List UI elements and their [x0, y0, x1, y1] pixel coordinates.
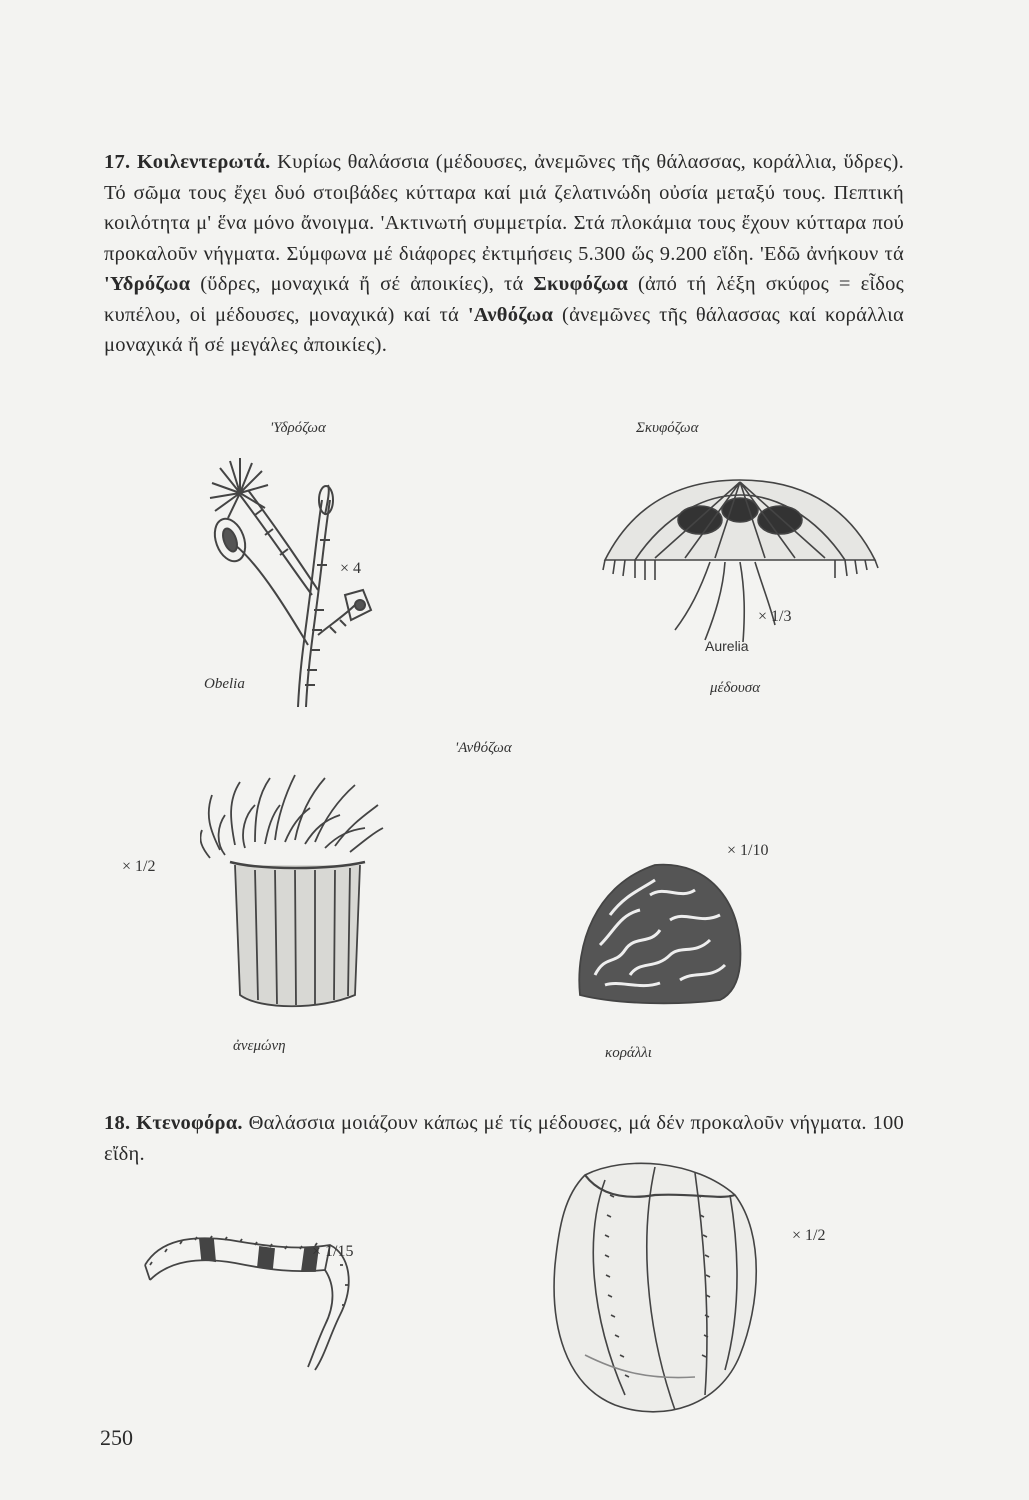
venus-girdle-scale: × 1/15	[312, 1243, 354, 1260]
section-17-text-1: Κυρίως θαλάσσια (μέδουσες, ἀνεμῶνες τῆς θάλασσας, κοράλλια, ὕδρες). Τό σῶμα τους ἔχει δυό στοιβάδες κύτταρα καί μιά ζελατινώδη οὐσία μεταξύ τους. Πεπτική κοιλότητα μ' ἕνα μόνο ἄνοιγμα. 'Ακτινωτή συμμετρία. Στά πλοκάμια τους ἔχουν κύτταρα πού προκαλοῦν νήγματα. Σύμφωνα μέ διάφορες ἐκτιμήσεις 5.300 ὥς 9.200 εἴδη. 'Εδῶ ἀνήκουν τά	[104, 151, 905, 265]
page-number: 250	[100, 1425, 133, 1450]
term-scyphozoa: Σκυφόζωα	[533, 273, 629, 295]
obelia-scale: × 4	[340, 560, 362, 577]
section-17-title: Κοιλεντερωτά.	[136, 151, 271, 173]
section-18-text: Θαλάσσια μοιάζουν κάπως μέ τίς μέδουσες, μά δέν προκαλοῦν νήγματα. 100 εἴδη.	[104, 1112, 904, 1165]
term-anthozoa: 'Ανθόζωα	[467, 303, 554, 326]
section-18-paragraph	[104, 1108, 904, 1169]
coral-scale: × 1/10	[727, 842, 769, 859]
section-17-text-4: (ἀνεμῶνες τῆς θάλασσας καί κοράλλια μοναχικά ἤ σέ μεγάλες ἀποικίες).	[104, 303, 904, 356]
obelia-name: Obelia	[204, 676, 245, 692]
anthozoa-label: 'Ανθόζωα	[455, 740, 512, 756]
coral-illustration	[570, 855, 745, 1010]
coral-label: κοράλλι	[605, 1045, 652, 1061]
comb-jelly-illustration	[545, 1155, 770, 1425]
term-hydrozoa: 'Υδρόζωα	[104, 273, 191, 295]
section-18-number: 18.	[104, 1112, 131, 1134]
medusa-label: μέδουσα	[710, 680, 761, 696]
hydrozoa-label: 'Υδρόζωα	[270, 420, 326, 436]
anemone-scale: × 1/2	[122, 858, 156, 875]
section-17-text-2: (ὕδρες, μοναχικά ἤ σέ ἀποικίες), τά	[190, 273, 534, 295]
anemone-illustration	[200, 770, 385, 1035]
section-17-number: 17.	[104, 151, 131, 173]
section-17-text-3: (ἀπό τή λέξη σκύφος = εἶδος κυπέλου, οἱ μέδουσες, μοναχικά) καί τά	[104, 273, 904, 326]
comb-jelly-scale: × 1/2	[792, 1227, 826, 1244]
section-18-title: Κτενοφόρα.	[136, 1112, 243, 1134]
scyphozoa-label: Σκυφόζωα	[636, 420, 699, 436]
aurelia-name: Aurelia	[705, 638, 749, 654]
aurelia-illustration	[595, 470, 880, 645]
section-17-paragraph	[104, 147, 904, 361]
anemone-label: ἀνεμώνη	[233, 1038, 286, 1054]
aurelia-scale: × 1/3	[758, 608, 792, 625]
